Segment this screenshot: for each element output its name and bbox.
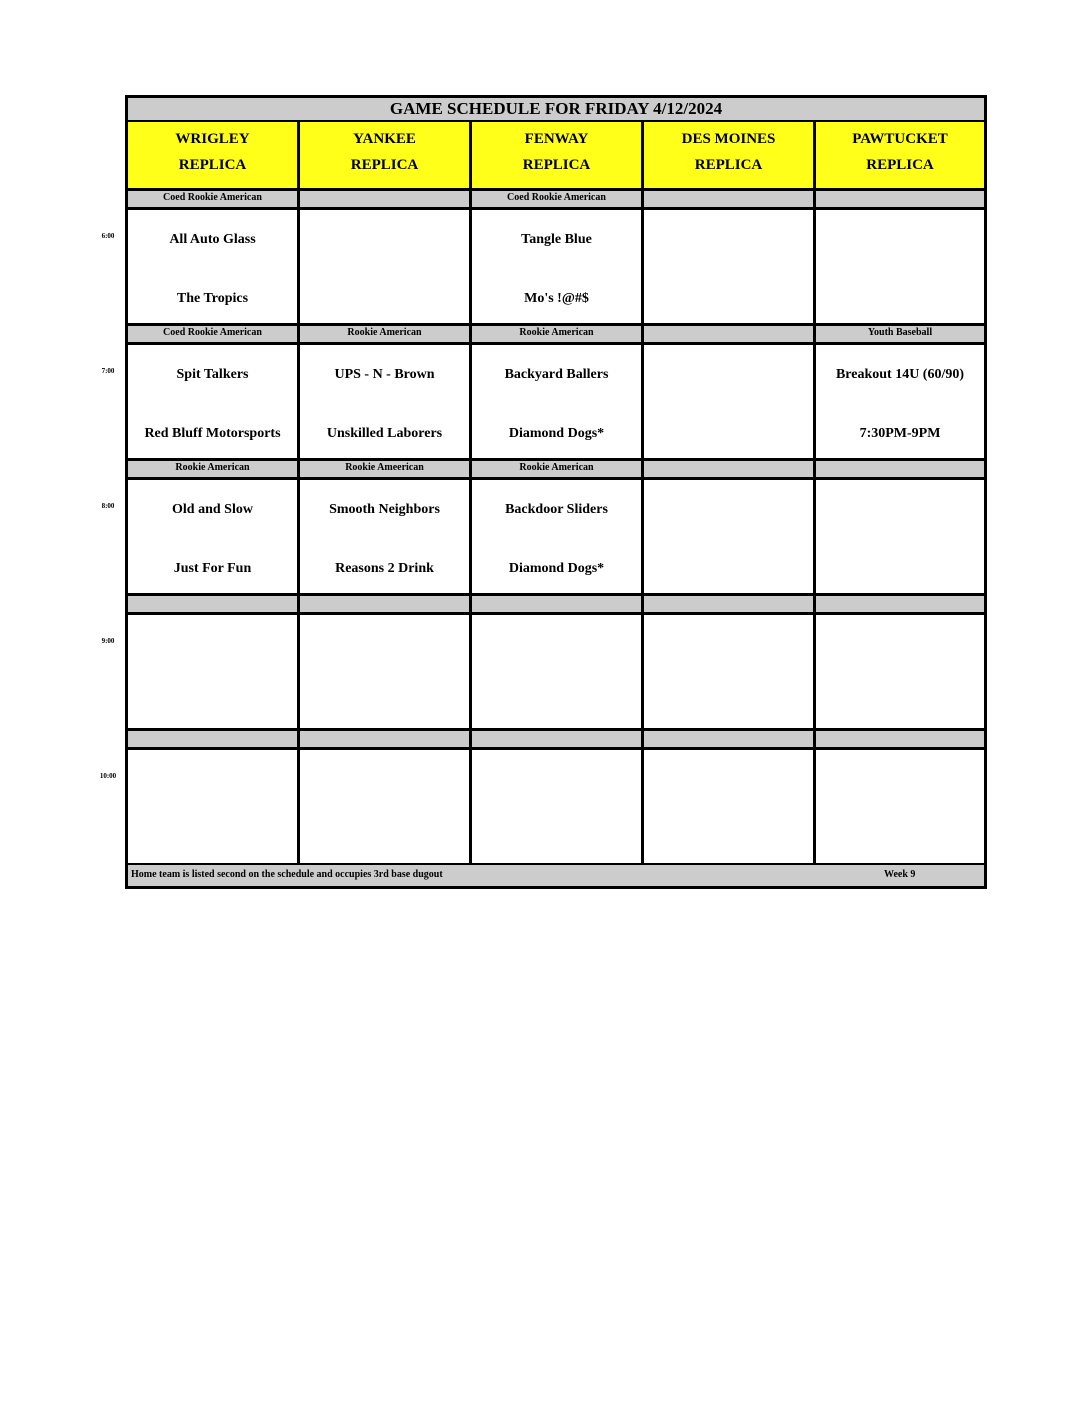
- game-cell: [644, 750, 816, 866]
- division-label: [300, 191, 472, 210]
- game-cell: [644, 210, 816, 326]
- division-label: [644, 461, 816, 480]
- schedule-title: GAME SCHEDULE FOR FRIDAY 4/12/2024: [128, 98, 984, 122]
- game-cell: [644, 345, 816, 461]
- game-cell: [300, 615, 472, 731]
- game-cell: [128, 345, 300, 461]
- division-label: [816, 731, 984, 750]
- division-label: Coed Rookie American: [128, 191, 300, 210]
- division-label: [644, 326, 816, 345]
- division-label: [472, 596, 644, 615]
- field-header: [300, 122, 472, 191]
- field-subtitle: REPLICA: [522, 157, 591, 173]
- game-cell: [472, 615, 644, 731]
- home-team: Diamond Dogs*: [508, 426, 605, 441]
- game-cell: [816, 615, 984, 731]
- away-team: All Auto Glass: [169, 232, 256, 247]
- division-label: [300, 731, 472, 750]
- time-label: 8:00: [101, 502, 115, 510]
- division-label: Rookie Ameerican: [300, 461, 472, 480]
- division-label: Rookie American: [472, 461, 644, 480]
- division-label: Rookie American: [128, 461, 300, 480]
- away-team: Smooth Neighbors: [329, 502, 440, 517]
- game-cell: [128, 615, 300, 731]
- field-subtitle: REPLICA: [694, 157, 763, 173]
- field-header: [128, 122, 300, 191]
- home-team: Reasons 2 Drink: [335, 561, 434, 576]
- game-cell: [472, 345, 644, 461]
- division-label: Coed Rookie American: [128, 326, 300, 345]
- game-cell: [816, 750, 984, 866]
- field-subtitle: REPLICA: [178, 157, 247, 173]
- field-name: PAWTUCKET: [852, 131, 948, 147]
- game-cell: [644, 615, 816, 731]
- away-team: Old and Slow: [172, 502, 253, 517]
- away-team: Backyard Ballers: [504, 367, 609, 382]
- away-team: Backdoor Sliders: [505, 502, 608, 517]
- schedule-footer: [128, 865, 984, 886]
- schedule-table: [125, 95, 987, 889]
- away-team: Breakout 14U (60/90): [835, 367, 965, 382]
- game-cell: [816, 480, 984, 596]
- field-header: [816, 122, 984, 191]
- field-name: DES MOINES: [681, 131, 776, 147]
- time-label: 6:00: [101, 232, 115, 240]
- field-subtitle: REPLICA: [350, 157, 419, 173]
- division-label: Youth Baseball: [816, 326, 984, 345]
- game-cell: [472, 210, 644, 326]
- division-label: [128, 596, 300, 615]
- division-label: [816, 191, 984, 210]
- away-team: Tangle Blue: [521, 232, 592, 247]
- game-cell: [300, 480, 472, 596]
- field-name: WRIGLEY: [175, 131, 250, 147]
- division-label: [644, 596, 816, 615]
- field-header: [644, 122, 816, 191]
- home-team: Diamond Dogs*: [508, 561, 605, 576]
- game-cell: [472, 750, 644, 866]
- division-label: Rookie American: [300, 326, 472, 345]
- time-label: 9:00: [101, 637, 115, 645]
- game-cell: [472, 480, 644, 596]
- time-label: 7:00: [101, 367, 115, 375]
- division-label: [816, 461, 984, 480]
- home-team: The Tropics: [176, 291, 249, 306]
- division-label: Rookie American: [472, 326, 644, 345]
- division-label: [300, 596, 472, 615]
- game-cell: [644, 480, 816, 596]
- home-team: Just For Fun: [173, 561, 252, 576]
- home-team: 7:30PM-9PM: [859, 426, 941, 441]
- game-cell: [128, 750, 300, 866]
- field-name: YANKEE: [353, 131, 416, 147]
- field-subtitle: REPLICA: [866, 157, 934, 173]
- home-team: Red Bluff Motorsports: [144, 426, 281, 441]
- division-label: [816, 596, 984, 615]
- footer-note: Home team is listed second on the schedule and occupies 3rd base dugout: [131, 869, 443, 880]
- game-cell: [816, 345, 984, 461]
- home-team: Mo's !@#$: [524, 291, 589, 306]
- division-label: [644, 731, 816, 750]
- game-cell: [816, 210, 984, 326]
- game-cell: [128, 210, 300, 326]
- away-team: UPS - N - Brown: [334, 367, 435, 382]
- time-label: 10:00: [99, 772, 117, 780]
- division-label: [644, 191, 816, 210]
- game-cell: [300, 750, 472, 866]
- division-label: [128, 731, 300, 750]
- division-label: Coed Rookie American: [472, 191, 644, 210]
- field-header: [472, 122, 644, 191]
- field-name: FENWAY: [524, 131, 589, 147]
- home-team: Unskilled Laborers: [326, 426, 443, 441]
- game-cell: [300, 210, 472, 326]
- game-cell: [300, 345, 472, 461]
- away-team: Spit Talkers: [176, 367, 249, 382]
- week-label: Week 9: [884, 869, 916, 880]
- game-cell: [128, 480, 300, 596]
- division-label: [472, 731, 644, 750]
